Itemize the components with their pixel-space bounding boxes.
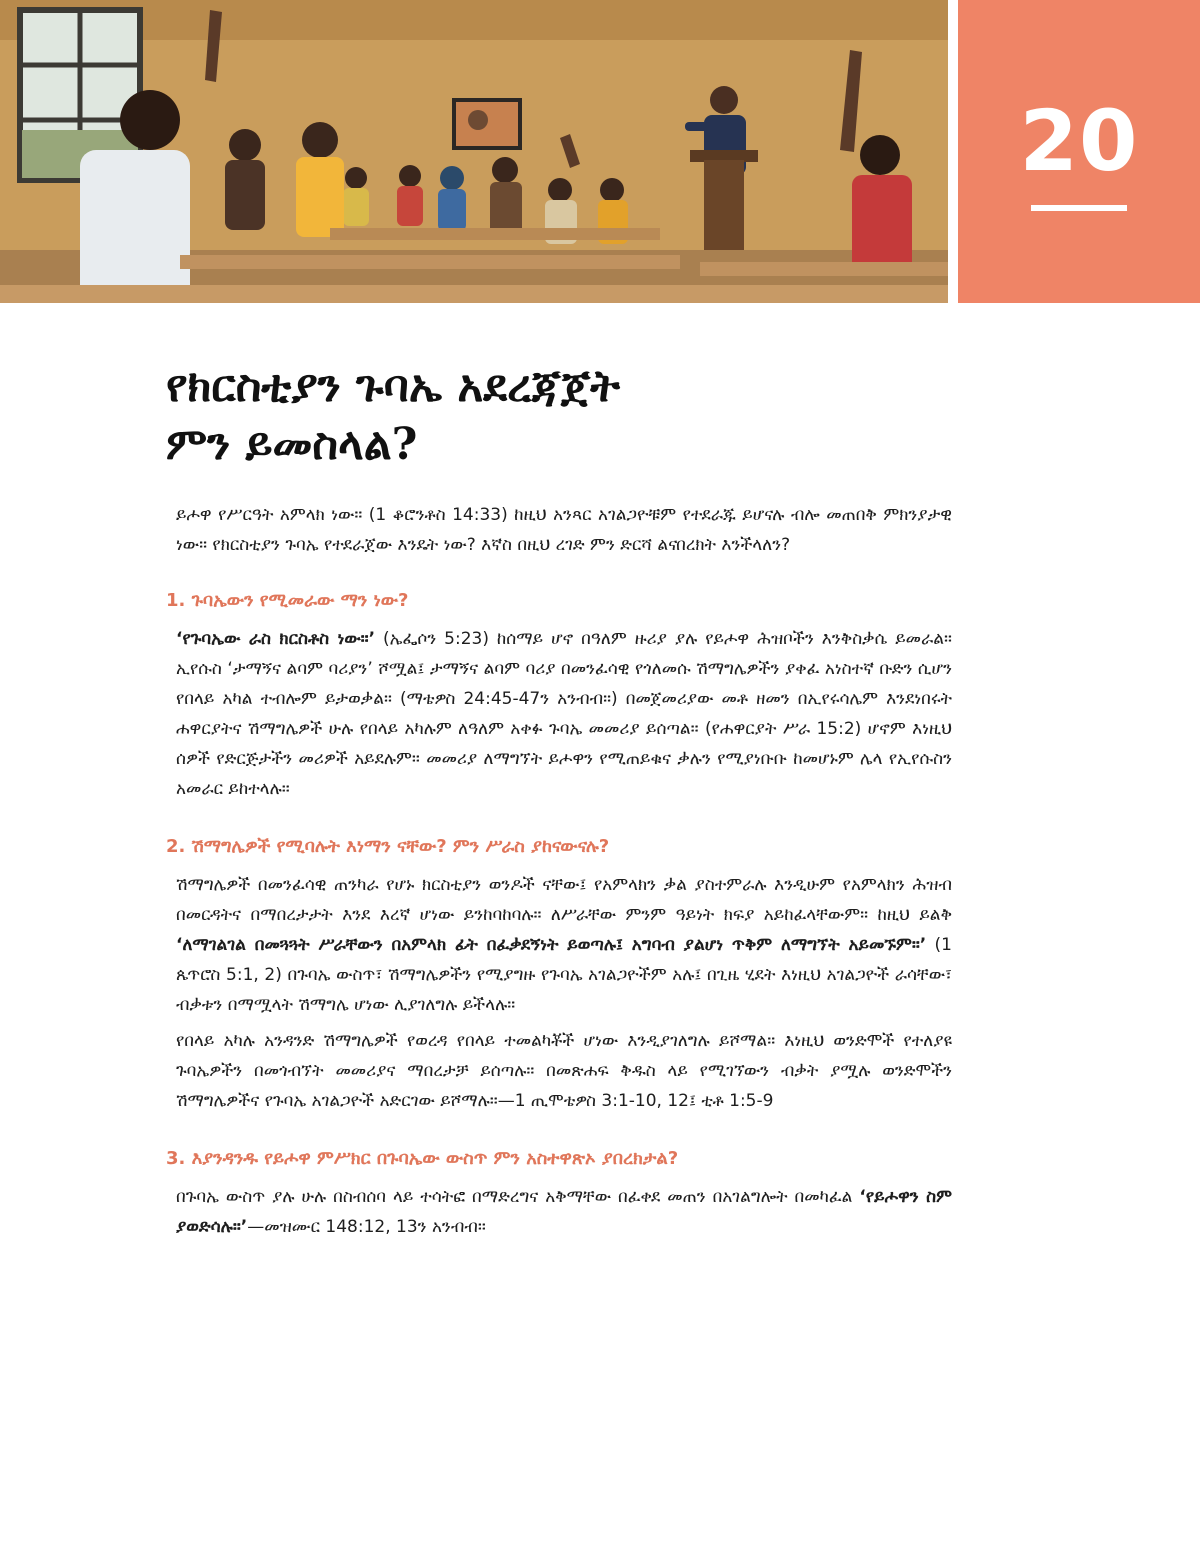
section-2-paragraph-2: የበላይ አካሉ አንዳንድ ሽማግሌዎች የወረዳ የበላይ ተመልካቾች ሆነው እንዲያገለግሉ ይሾማል። እነዚህ ወንድሞች የተለያዩ ጉባኤዎችን በመጎብኘት መመሪያና ማበረታቻ ይሰጣሉ። በመጽሐፍ ቅዱስ ላይ የሚገኘውን ብቃት ያሟሉ ወንድሞችን ሽማግሌዎችና የጉባኤ አገልጋዮች አድርገው ይሾማሉ።—1 ጢሞቴዎስ 3:1-10, 12፤ ቲቶ 1:5-9 [176,1031,952,1111]
page-title-line-1: የክርስቲያን ጉባኤ አደረጃጀት [166,361,620,412]
lesson-content [166,500,952,1242]
section-2-bold-quote: ‘ለማገልገል በመጓጓት ሥራቸውን በአምላክ ፊት በፈቃደኝነት ይወጣሉ፤ አግባብ ያልሆነ ጥቅም ለማግኘት አይመኙም።’ [176,935,927,955]
section-1-heading: 1. ጉባኤውን የሚመራው ማን ነው? [166,590,409,611]
section-3-text-a: በጉባኤ ውስጥ ያሉ ሁሉ በስብሰባ ላይ ተሳትፎ በማድረግና አቅማቸው በፈቀደ መጠን በአገልግሎት በመካፈል [176,1187,860,1207]
section-3-heading: 3. እያንዳንዱ የይሖዋ ምሥክር በጉባኤው ውስጥ ምን አስተዋጽኦ ያበረክታል? [166,1148,679,1169]
video-screen [452,98,522,150]
page-title [166,358,926,474]
lesson-number: 20 [1019,92,1139,190]
section-1-paragraph [166,624,952,804]
header-photo [0,0,948,303]
section-2-paragraph-1 [166,870,952,1020]
intro-paragraph: ይሖዋ የሥርዓት አምላክ ነው። (1 ቆሮንቶስ 14:33) ከዚህ አንጻር አገልጋዮቹም የተደራጁ ይሆናሉ ብሎ መጠበቅ ምክንያታዊ ነው። የክርስቲያን ጉባኤ የተደራጀው እንዴት ነው? እኛስ በዚህ ረገድ ምን ድርሻ ልናበረክት እንችላለን? [176,505,952,555]
section-1-bold-quote: ‘የጉባኤው ራስ ክርስቶስ ነው።’ [176,629,376,649]
section-3-bold-quote: ‘የይሖዋን ስም ያወድሳሉ።’ [176,1187,952,1237]
page-title-line-2: ምን ይመስላል? [166,419,418,470]
section-2-heading: 2. ሽማግሌዎች የሚባሉት እነማን ናቸው? ምን ሥራስ ያከናውናሉ? [166,836,610,857]
congregation-meeting-illustration [0,0,948,303]
lesson-number-block [958,0,1200,303]
lesson-number-underline [1031,205,1127,211]
section-2-text-a: ሽማግሌዎች በመንፈሳዊ ጠንካራ የሆኑ ክርስቲያን ወንዶች ናቸው፤ የአምላክን ቃል ያስተምራሉ እንዲሁም የአምላክን ሕዝብ በመርዳትና በማበረታታት እንደ እረኛ ሆነው ይንከባከባሉ። ለሥራቸው ምንም ዓይነት ክፍያ አይከፈላቸውም። ከዚህ ይልቅ [176,875,952,925]
section-3-paragraph [166,1182,952,1242]
section-1-text: (ኤፌሶን 5:23) ከሰማይ ሆኖ በዓለም ዙሪያ ያሉ የይሖዋ ሕዝቦችን እንቅስቃሴ ይመራል። ኢየሱስ ‘ታማኝና ልባም ባሪያን’ ሾሟል፤ ታማኝና ልባም ባሪያ በመንፈሳዊ የጎለመሱ ሽማግሌዎችን ያቀፈ አነስተኛ ቡድን ሲሆን የበላይ አካል ተብሎም ይታወቃል። (ማቴዎስ 24:45-47ን አንብብ።) በመጀመሪያው መቶ ዘመን በኢየሩሳሌም እንደነበሩት ሐዋርያትና ሽማግሌዎች ሁሉ የበላይ አካሉም ለዓለም አቀፉ ጉባኤ መመሪያ ይሰጣል። (የሐዋርያት ሥራ 15:2) ሆኖም እነዚህ ሰዎች የድርጅታችን መሪዎች አይደሉም። መመሪያ ለማግኘት ይሖዋን የሚጠይቁና ቃሉን የሚያነቡቡ ከመሆኑም ሌላ የኢየሱስን አመራር ይከተላሉ። [176,629,952,799]
section-2-text-b: (1 ጴጥሮስ 5:1, 2) በጉባኤ ውስጥ፣ ሽማግሌዎችን የሚያግዙ የጉባኤ አገልጋዮችም አሉ፤ በጊዜ ሂደት እነዚህ አገልጋዮች ራሳቸው፣ ብቃቱን በማሟላት ሽማግሌ ሆነው ሊያገለግሉ ይችላሉ። [176,935,952,1015]
section-3-text-b: —መዝሙር 148:12, 13ን አንብብ። [247,1217,486,1237]
